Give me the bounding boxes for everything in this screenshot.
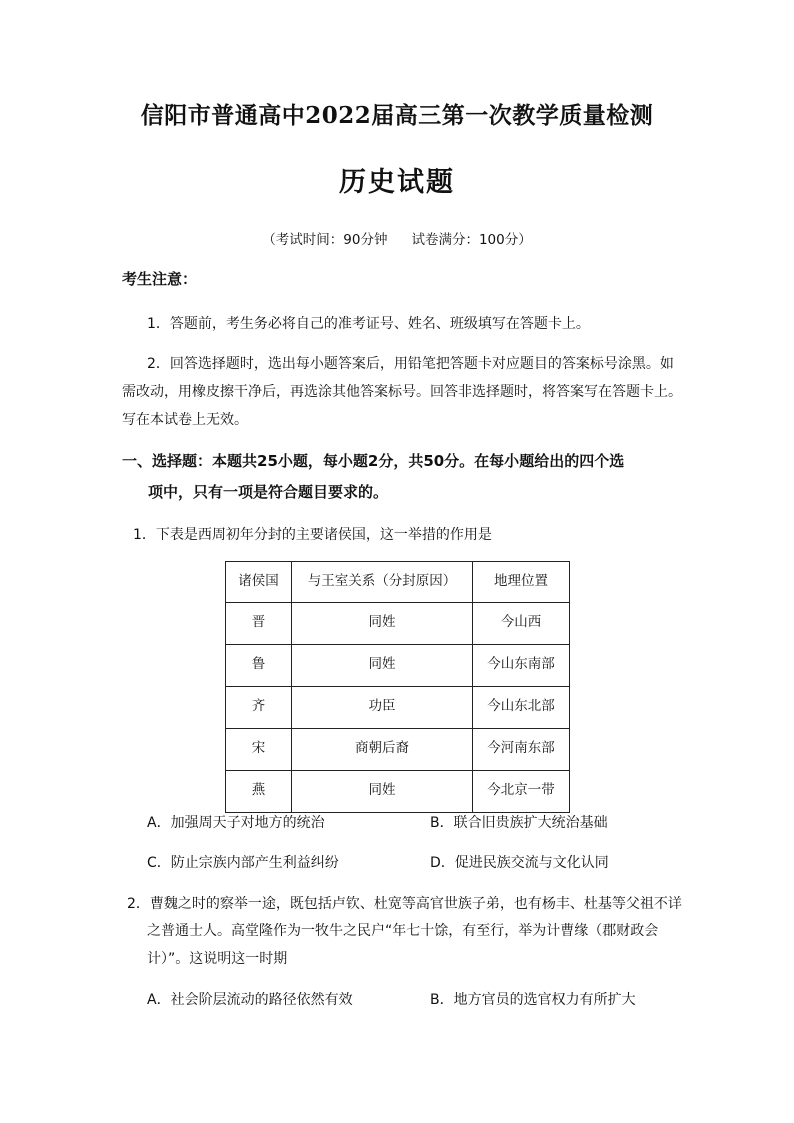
- subject-title: 历史试题: [339, 167, 455, 198]
- table-cell: 今北京一带: [473, 771, 570, 813]
- table-cell: 同姓: [292, 603, 473, 645]
- full-score: 试卷满分：100分）: [411, 232, 532, 248]
- exam-time: （考试时间：90分钟: [262, 232, 388, 248]
- notice-heading: 考生注意：: [122, 270, 198, 288]
- notice-item-2-line-2: 需改动，用橡皮擦干净后，再选涂其他答案标号。回答非选择题时，将答案写在答题卡上。: [122, 384, 682, 400]
- table-cell: 今河南东部: [473, 729, 570, 771]
- question-2-option-a: A．社会阶层流动的路径依然有效: [147, 992, 353, 1008]
- question-1-stem: 1．下表是西周初年分封的主要诸侯国，这一举措的作用是: [133, 527, 492, 543]
- table-row: [226, 603, 570, 645]
- table-header-cell: 诸侯国: [226, 562, 292, 603]
- notice-item-2-line-3: 写在本试卷上无效。: [122, 412, 248, 428]
- question-2-stem-line-2: 之普通士人。高堂隆作为一牧牛之民户“年七十馀，有至行，举为计曹缘（郡财政会: [147, 923, 659, 939]
- table-cell: 齐: [226, 687, 292, 729]
- table-cell: 同姓: [292, 771, 473, 813]
- table-cell: 商朝后裔: [292, 729, 473, 771]
- question-2-stem-line-1: 2．曹魏之时的察举一途，既包括卢钦、杜宽等高官世族子弟，也有杨丰、杜基等父祖不详: [127, 896, 682, 912]
- table-cell: 燕: [226, 771, 292, 813]
- notice-item-2-line-1: 2．回答选择题时，选出每小题答案后，用铅笔把答题卡对应题目的答案标号涂黑。如: [147, 356, 674, 372]
- question-2-stem-line-3: 计）”。这说明这一时期: [147, 951, 288, 967]
- table-cell: 今山东北部: [473, 687, 570, 729]
- table-cell: 鲁: [226, 645, 292, 687]
- table-cell: 今山西: [473, 603, 570, 645]
- table-cell: 晋: [226, 603, 292, 645]
- question-1-option-c: C．防止宗族内部产生利益纠纷: [147, 855, 339, 871]
- table-header-cell: 与王室关系（分封原因）: [292, 562, 473, 603]
- table-row: [226, 687, 570, 729]
- table-cell: 宋: [226, 729, 292, 771]
- table-cell: 同姓: [292, 645, 473, 687]
- question-2-option-b: B．地方官员的选官权力有所扩大: [430, 992, 636, 1008]
- section-heading-line-1: 一、选择题：本题共25小题，每小题2分，共50分。在每小题给出的四个选: [122, 452, 625, 470]
- exam-title: 信阳市普通高中2022届高三第一次教学质量检测: [140, 102, 654, 129]
- section-heading-line-2: 项中，只有一项是符合题目要求的。: [148, 483, 389, 501]
- table-header-cell: 地理位置: [473, 562, 570, 603]
- table-cell: 功臣: [292, 687, 473, 729]
- table-row: [226, 645, 570, 687]
- question-1-table: [225, 561, 570, 813]
- exam-info: [0, 228, 794, 248]
- question-1-option-d: D．促进民族交流与文化认同: [430, 855, 609, 871]
- question-1-option-a: A．加强周天子对地方的统治: [147, 815, 325, 831]
- notice-item-1: 1．答题前，考生务必将自己的准考证号、姓名、班级填写在答题卡上。: [147, 316, 590, 332]
- table-header-row: [226, 562, 570, 603]
- question-1-option-b: B．联合旧贵族扩大统治基础: [430, 815, 608, 831]
- table-row: [226, 729, 570, 771]
- table-row: [226, 771, 570, 813]
- table-cell: 今山东南部: [473, 645, 570, 687]
